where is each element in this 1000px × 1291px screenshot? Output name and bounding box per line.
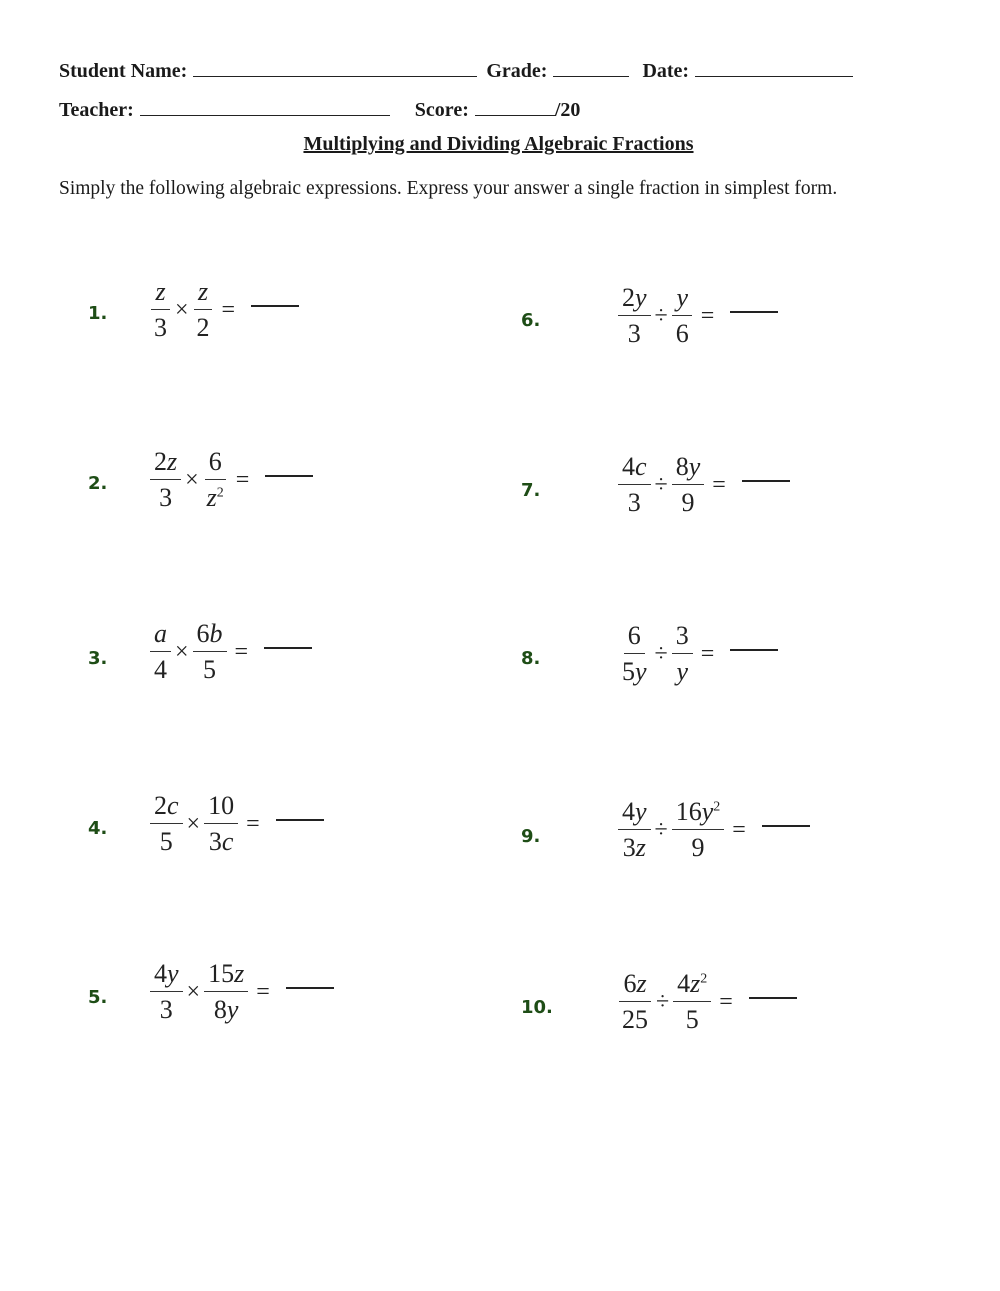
numerator-text: 6 [208, 447, 222, 476]
denominator [193, 310, 214, 344]
denominator [618, 1002, 652, 1036]
divide-sign: ÷ [654, 471, 668, 498]
numerator [624, 620, 645, 654]
worksheet-title: Multiplying and Dividing Algebraic Fractions [303, 133, 694, 155]
numerator-text: 2z [154, 447, 178, 476]
problem-expression [148, 958, 334, 1026]
problem-expression [616, 796, 810, 864]
problem-expression [148, 618, 312, 686]
numerator-text: 6b [196, 619, 223, 648]
equals-sign: = [700, 302, 715, 329]
denominator-text: 3z [622, 833, 646, 862]
first-fraction [150, 276, 171, 344]
denominator-text: 9 [681, 488, 695, 517]
denominator-text: 5 [203, 655, 217, 684]
answer-blank[interactable] [749, 997, 797, 999]
second-fraction [672, 620, 693, 688]
denominator-text: z [206, 483, 217, 512]
problem-number: 2. [88, 473, 108, 494]
denominator [156, 992, 177, 1026]
numerator-text: 4y [622, 797, 647, 826]
first-fraction [618, 282, 651, 350]
equals-sign: = [256, 978, 270, 1005]
numerator-text: y [676, 283, 688, 312]
second-fraction [193, 276, 214, 344]
problem-number: 6. [521, 310, 541, 331]
first-fraction [150, 446, 181, 514]
multiply-sign: × [175, 296, 189, 323]
denominator [203, 480, 228, 514]
score-label: Score: [414, 99, 469, 121]
numerator-text: 6z [623, 969, 647, 998]
second-fraction [203, 446, 228, 514]
numerator [618, 451, 651, 485]
denominator-text: 6 [675, 319, 689, 348]
second-fraction [193, 618, 227, 686]
equals-sign: = [234, 638, 249, 665]
date-label: Date: [642, 60, 690, 82]
numerator-text: 10 [208, 791, 235, 820]
teacher-field[interactable] [140, 97, 390, 116]
numerator [672, 282, 692, 316]
denominator [155, 480, 176, 514]
denominator [150, 310, 171, 344]
problem-expression [616, 620, 778, 688]
problem-expression [148, 446, 313, 514]
answer-blank[interactable] [762, 825, 810, 827]
grade-field[interactable] [553, 58, 629, 77]
divide-sign: ÷ [654, 302, 668, 329]
answer-blank[interactable] [730, 649, 778, 651]
denominator [672, 316, 693, 350]
first-fraction [150, 618, 171, 686]
denominator-text: 3c [208, 827, 234, 856]
score-field[interactable] [475, 97, 555, 116]
denominator [150, 652, 171, 686]
first-fraction [618, 968, 652, 1036]
numerator [672, 620, 693, 654]
student-name-label: Student Name: [59, 60, 188, 82]
answer-blank[interactable] [730, 311, 778, 313]
denominator [624, 316, 645, 350]
numerator [205, 446, 226, 480]
numerator [194, 276, 212, 310]
denominator [156, 824, 177, 858]
numerator [618, 282, 651, 316]
header-row-2 [59, 97, 580, 122]
answer-blank[interactable] [276, 819, 324, 821]
equals-sign: = [235, 466, 250, 493]
denominator-text: 2 [196, 313, 210, 342]
denominator [199, 652, 220, 686]
numerator-text: 16y [675, 797, 714, 826]
numerator [150, 790, 183, 824]
denominator-text: 3 [627, 488, 641, 517]
numerator [193, 618, 227, 652]
divide-sign: ÷ [656, 988, 670, 1015]
numerator [673, 968, 711, 1002]
problem-number: 7. [521, 480, 541, 501]
student-name-field[interactable] [193, 58, 477, 77]
exponent: 2 [713, 799, 721, 815]
denominator-text: 9 [691, 833, 705, 862]
denominator [682, 1002, 703, 1036]
exponent: 2 [700, 971, 708, 987]
denominator [677, 485, 698, 519]
answer-blank[interactable] [264, 647, 312, 649]
problem-number: 3. [88, 648, 108, 669]
denominator [672, 654, 692, 688]
first-fraction [618, 796, 651, 864]
problem-number: 5. [88, 987, 108, 1008]
denominator-text: 3 [159, 995, 173, 1024]
denominator [624, 485, 645, 519]
problem-expression [616, 451, 790, 519]
numerator-text: 2c [154, 791, 179, 820]
first-fraction [150, 958, 183, 1026]
grade-label: Grade: [486, 60, 548, 82]
first-fraction [618, 451, 651, 519]
multiply-sign: × [186, 978, 201, 1005]
numerator [672, 796, 725, 830]
denominator-text: 5 [685, 1005, 699, 1034]
numerator [151, 276, 169, 310]
equals-sign: = [732, 816, 746, 843]
numerator-text: 4z [677, 969, 701, 998]
exponent: 2 [216, 485, 224, 501]
multiply-sign: × [185, 466, 199, 493]
score-total: /20 [554, 99, 581, 121]
equals-sign: = [700, 640, 715, 667]
numerator-text: 8y [675, 452, 701, 481]
denominator-text: 8y [213, 995, 239, 1024]
problem-number: 1. [88, 303, 108, 324]
numerator-text: z [197, 277, 209, 306]
problem-number: 9. [521, 826, 541, 847]
numerator [150, 446, 181, 480]
first-fraction [150, 790, 183, 858]
problem-expression [616, 282, 778, 350]
denominator [687, 830, 708, 864]
teacher-label: Teacher: [59, 99, 134, 121]
denominator [210, 992, 243, 1026]
second-fraction [204, 790, 238, 858]
denominator-text: 3 [627, 319, 641, 348]
numerator [618, 796, 651, 830]
problem-number: 4. [88, 818, 108, 839]
denominator-text: 5y [622, 657, 647, 686]
equals-sign: = [246, 810, 260, 837]
answer-blank[interactable] [265, 475, 313, 477]
denominator-text: y [676, 657, 688, 686]
denominator [618, 654, 651, 688]
numerator [204, 790, 238, 824]
numerator [150, 958, 183, 992]
numerator-text: z [155, 277, 166, 306]
answer-blank[interactable] [286, 987, 334, 989]
denominator [205, 824, 238, 858]
numerator-text: a [154, 619, 167, 648]
equals-sign: = [719, 988, 733, 1015]
second-fraction [673, 968, 711, 1036]
second-fraction [672, 282, 693, 350]
instructions: Simply the following algebraic expressions. Express your answer a single fraction in simplest form. [59, 178, 838, 199]
problem-expression [616, 968, 797, 1036]
divide-sign: ÷ [654, 640, 668, 667]
denominator-text: 25 [622, 1005, 648, 1034]
second-fraction [672, 796, 725, 864]
multiply-sign: × [186, 810, 201, 837]
numerator-text: 15z [208, 959, 245, 988]
multiply-sign: × [175, 638, 189, 665]
second-fraction [672, 451, 705, 519]
numerator-text: 4c [622, 452, 647, 481]
problem-number: 10. [521, 997, 553, 1018]
denominator-text: 5 [159, 827, 173, 856]
equals-sign: = [712, 471, 726, 498]
numerator [672, 451, 705, 485]
denominator-text: 3 [154, 313, 167, 342]
numerator-text: 3 [675, 621, 689, 650]
denominator-text: 4 [154, 655, 167, 684]
answer-blank[interactable] [742, 480, 790, 482]
problem-number: 8. [521, 648, 541, 669]
problem-expression [148, 790, 324, 858]
numerator [619, 968, 650, 1002]
denominator-text: 3 [159, 483, 173, 512]
header-row-1 [59, 58, 857, 83]
numerator [150, 618, 171, 652]
answer-blank[interactable] [251, 305, 299, 307]
second-fraction [204, 958, 248, 1026]
numerator-text: 2y [622, 283, 647, 312]
numerator-text: 4y [154, 959, 179, 988]
divide-sign: ÷ [654, 816, 668, 843]
date-field[interactable] [695, 58, 853, 77]
numerator-text: 6 [627, 621, 641, 650]
denominator [619, 830, 650, 864]
first-fraction [618, 620, 651, 688]
numerator [204, 958, 248, 992]
problem-expression [148, 276, 299, 344]
equals-sign: = [221, 296, 236, 323]
